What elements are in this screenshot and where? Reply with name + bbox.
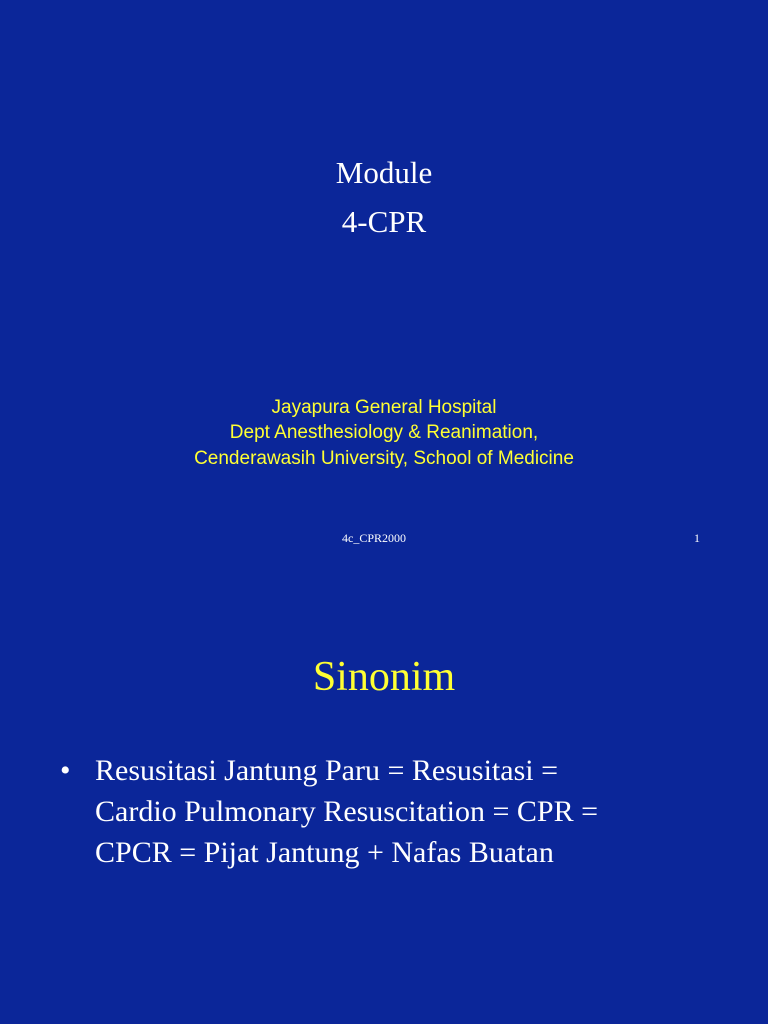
affiliation-university: Cenderawasih University, School of Medicine (194, 448, 574, 469)
slide-title-line-2: 4-CPR (341, 204, 427, 239)
page-number: 1 (694, 531, 700, 545)
slide-2 (0, 590, 768, 1024)
affiliation-department: Dept Anesthesiology & Reanimation, (229, 422, 539, 443)
bullet-line-1: Resusitasi Jantung Paru = Resusitasi = (95, 754, 558, 787)
affiliation-hospital: Jayapura General Hospital (271, 397, 497, 418)
bullet-item (60, 750, 750, 873)
bullet-dot-icon: • (60, 754, 71, 787)
bullet-line-3: CPCR = Pijat Jantung + Nafas Buatan (95, 836, 554, 869)
bullet-line-2: Cardio Pulmonary Resuscitation = CPR = (95, 795, 598, 828)
slide-2-title: Sinonim (312, 654, 456, 700)
slide-title-line-1: Module (335, 155, 433, 190)
footer-code: 4c_CPR2000 (342, 531, 407, 545)
